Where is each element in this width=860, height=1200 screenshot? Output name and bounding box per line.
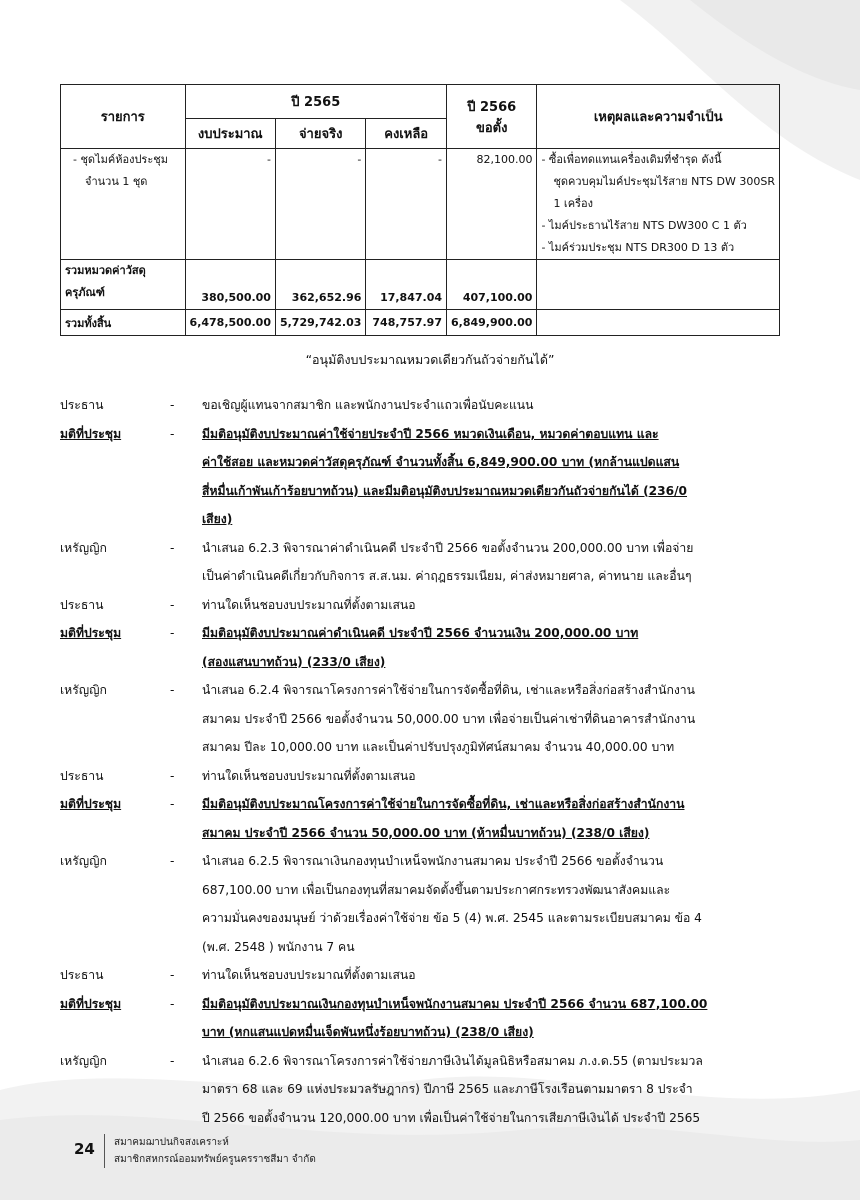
minutes-entry (60, 1047, 782, 1133)
footer-org-line: สมาคมฌาปนกิจสงเคราะห์ (114, 1137, 229, 1148)
row-reason-cell (537, 149, 780, 260)
speaker-label: ประธาน (60, 398, 104, 412)
resolution-text (202, 420, 782, 534)
speaker-dash: - (170, 626, 175, 640)
text-line: ท่านใดเห็นชอบงบประมาณที่ตั้งตามเสนอ (202, 597, 416, 612)
text-line: สี่หมื่นเก้าพันเก้าร้อยบาทถ้วน) และมีมติอนุมัติงบประมาณหมวดเดียวกันถัวจ่ายกันได้ (236/0 (202, 483, 688, 498)
budget-table (60, 84, 780, 336)
speaker-dash: - (170, 540, 175, 555)
text-line: 687,100.00 บาท เพื่อเป็นกองทุนที่สมาคมจัดตั้งขึ้นตามประกาศกระทรวงพัฒนาสังคมและ (202, 882, 671, 897)
footer-organization (114, 1134, 316, 1168)
reason-line: ชุดควบคุมไมค์ประชุมไร้สาย NTS DW 300SR (553, 175, 775, 188)
text-line: (สองแสนบาทถ้วน) (233/0 เสียง) (202, 654, 386, 669)
total-remaining: 748,757.97 (366, 310, 447, 336)
header-year-2566-sub: ขอตั้ง (475, 120, 508, 136)
statement-text (202, 534, 782, 591)
subtotal-reason (537, 260, 780, 310)
text-line: นำเสนอ 6.2.3 พิจารณาค่าดำเนินคดี ประจำปี 2566 ขอตั้งจำนวน 200,000.00 บาท เพื่อจ่าย (202, 540, 694, 555)
speaker-dash: - (170, 426, 175, 441)
text-line: ความมั่นคงของมนุษย์ ว่าด้วยเรื่องค่าใช้จ่าย ข้อ 5 (4) พ.ศ. 2545 และตามระเบียบสมาคม ข้อ 4 (202, 911, 702, 925)
header-paid: จ่ายจริง (275, 119, 365, 149)
reason-line: - ซื้อเพื่อทดแทนเครื่องเดิมที่ชำรุด ดังนี้ (541, 153, 722, 166)
statement-text (202, 961, 782, 990)
speaker-dash: - (170, 854, 175, 868)
speaker-dash: - (170, 996, 175, 1011)
minutes-entry (60, 847, 782, 961)
statement-text (202, 676, 782, 762)
text-line: มีมติอนุมัติงบประมาณโครงการค่าใช้จ่ายในการจัดซื้อที่ดิน, เช่าและหรือสิ่งก่อสร้างสำนักงาน (202, 797, 685, 811)
minutes-entry (60, 591, 782, 620)
resolution-entry (60, 420, 782, 534)
speaker-label: มติที่ประชุม (60, 626, 122, 640)
header-budget: งบประมาณ (185, 119, 275, 149)
text-line: ค่าใช้สอย และหมวดค่าวัสดุครุภัณฑ์ จำนวนทั้งสิ้น 6,849,900.00 บาท (หกล้านแปดแสน (202, 455, 680, 469)
row-remaining: - (366, 149, 447, 260)
statement-text (202, 762, 782, 791)
speaker-label: เหรัญญิก (60, 540, 107, 555)
minutes-entry (60, 762, 782, 791)
row-budget: - (185, 149, 275, 260)
text-line: บาท (หกแสนแปดหมื่นเจ็ดพันหนึ่งร้อยบาทถ้วน) (238/0 เสียง) (202, 1025, 534, 1039)
speaker-label: เหรัญญิก (60, 1053, 107, 1068)
header-reason: เหตุผลและความจำเป็น (537, 85, 780, 149)
approval-note: “อนุมัติงบประมาณหมวดเดียวกันถัวจ่ายกันได้” (305, 352, 555, 367)
text-line: ท่านใดเห็นชอบงบประมาณที่ตั้งตามเสนอ (202, 768, 416, 783)
speaker-label: ประธาน (60, 597, 104, 612)
speaker-label: มติที่ประชุม (60, 797, 122, 811)
text-line: สมาคม ปีละ 10,000.00 บาท และเป็นค่าปรับปรุงภูมิทัศน์สมาคม จำนวน 40,000.00 บาท (202, 740, 675, 754)
statement-text (202, 591, 782, 620)
total-label: รวมทั้งสิ้น (61, 310, 186, 336)
table-row (61, 149, 780, 260)
resolution-text (202, 619, 782, 676)
minutes-entry (60, 676, 782, 762)
text-line: นำเสนอ 6.2.5 พิจารณาเงินกองทุนบำเหน็จพนักงานสมาคม ประจำปี 2566 ขอตั้งจำนวน (202, 854, 664, 868)
footer-divider (104, 1134, 105, 1168)
resolution-text (202, 790, 782, 847)
resolution-entry (60, 619, 782, 676)
row-paid: - (275, 149, 365, 260)
speaker-dash: - (170, 797, 175, 811)
minutes-entry (60, 391, 782, 420)
resolution-entry (60, 990, 782, 1047)
speaker-label: ประธาน (60, 768, 104, 783)
total-reason (537, 310, 780, 336)
text-line: มาตรา 68 และ 69 แห่งประมวลรัษฎากร) ปีภาษี 2565 และภาษีโรงเรือนตามมาตรา 8 ประจำ (202, 1082, 693, 1096)
text-line: มีมติอนุมัติงบประมาณค่าใช้จ่ายประจำปี 2566 หมวดเงินเดือน, หมวดค่าตอบแทน และ (202, 426, 659, 441)
row-item-line: จำนวน 1 ชุด (85, 175, 148, 188)
text-line: สมาคม ประจำปี 2566 จำนวน 50,000.00 บาท (ห้าหมื่นบาทถ้วน) (238/0 เสียง) (202, 825, 650, 840)
total-budget: 6,478,500.00 (185, 310, 275, 336)
meeting-minutes (60, 391, 782, 1132)
speaker-dash: - (170, 398, 175, 412)
speaker-dash: - (170, 1053, 175, 1068)
subtotal-paid: 362,652.96 (275, 260, 365, 310)
text-line: มีมติอนุมัติงบประมาณเงินกองทุนบำเหน็จพนักงานสมาคม ประจำปี 2566 จำนวน 687,100.00 (202, 996, 708, 1011)
subtotal-label-line: รวมหมวดค่าวัสดุ (65, 264, 146, 277)
subtotal-label-cell (61, 260, 186, 310)
speaker-dash: - (170, 597, 175, 612)
subtotal-budget: 380,500.00 (185, 260, 275, 310)
header-year-2566-label: ปี 2566 (467, 99, 517, 115)
minutes-entry (60, 961, 782, 990)
footer-org-line: สมาชิกสหกรณ์ออมทรัพย์ครูนครราชสีมา จำกัด (114, 1154, 316, 1165)
speaker-dash: - (170, 968, 175, 982)
text-line: เสียง) (202, 512, 233, 526)
row-item-cell (61, 149, 186, 260)
text-line: เป็นค่าดำเนินคดีเกี่ยวกับกิจการ ส.ส.นม. ค่าฤฎธรรมเนียม, ค่าส่งหมายศาล, ค่าทนาย และอื่นๆ (202, 569, 692, 583)
speaker-label: ประธาน (60, 968, 104, 982)
text-line: (พ.ศ. 2548 ) พนักงาน 7 คน (202, 939, 355, 954)
header-year-2566 (447, 85, 537, 149)
total-paid: 5,729,742.03 (275, 310, 365, 336)
text-line: ปี 2566 ขอตั้งจำนวน 120,000.00 บาท เพื่อเป็นค่าใช้จ่ายในการเสียภาษีเงินได้ ประจำปี 2565 (202, 1110, 701, 1125)
text-line: สมาคม ประจำปี 2566 ขอตั้งจำนวน 50,000.00 บาท เพื่อจ่ายเป็นค่าเช่าที่ดินอาคารสำนักงาน (202, 711, 696, 726)
statement-text (202, 847, 782, 961)
subtotal-row (61, 260, 780, 310)
minutes-entry (60, 534, 782, 591)
statement-text (202, 391, 782, 420)
resolution-text (202, 990, 782, 1047)
text-line: นำเสนอ 6.2.6 พิจารณาโครงการค่าใช้จ่ายภาษีเงินได้มูลนิธิหรือสมาคม ภ.ง.ด.55 (ตามประมวล (202, 1053, 703, 1068)
text-line: นำเสนอ 6.2.4 พิจารณาโครงการค่าใช้จ่ายในการจัดซื้อที่ดิน, เช่าและหรือสิ่งก่อสร้างสำนักงาน (202, 683, 695, 697)
header-year-2565: ปี 2565 (185, 85, 446, 119)
speaker-dash: - (170, 683, 175, 697)
row-item-line: - ชุดไมค์ห้องประชุม (73, 153, 168, 166)
subtotal-label-line: ครุภัณฑ์ (65, 286, 105, 299)
subtotal-request: 407,100.00 (447, 260, 537, 310)
total-row (61, 310, 780, 336)
row-request: 82,100.00 (447, 149, 537, 260)
text-line: ขอเชิญผู้แทนจากสมาชิก และพนักงานประจำแถวเพื่อนับคะแนน (202, 398, 534, 412)
text-line: ท่านใดเห็นชอบงบประมาณที่ตั้งตามเสนอ (202, 968, 416, 982)
resolution-entry (60, 790, 782, 847)
speaker-label: มติที่ประชุม (60, 426, 122, 441)
total-request: 6,849,900.00 (447, 310, 537, 336)
statement-text (202, 1047, 782, 1133)
speaker-label: มติที่ประชุม (60, 996, 122, 1011)
reason-line: - ไมค์ประธานไร้สาย NTS DW300 C 1 ตัว (541, 219, 747, 232)
speaker-dash: - (170, 768, 175, 783)
header-remaining: คงเหลือ (366, 119, 447, 149)
page-number: 24 (74, 1140, 95, 1158)
speaker-label: เหรัญญิก (60, 683, 107, 697)
subtotal-remaining: 17,847.04 (366, 260, 447, 310)
reason-line: 1 เครื่อง (553, 197, 593, 210)
reason-line: - ไมค์ร่วมประชุม NTS DR300 D 13 ตัว (541, 241, 735, 254)
text-line: มีมติอนุมัติงบประมาณค่าดำเนินคดี ประจำปี 2566 จำนวนเงิน 200,000.00 บาท (202, 626, 639, 640)
header-item: รายการ (61, 85, 186, 149)
speaker-label: เหรัญญิก (60, 854, 107, 868)
